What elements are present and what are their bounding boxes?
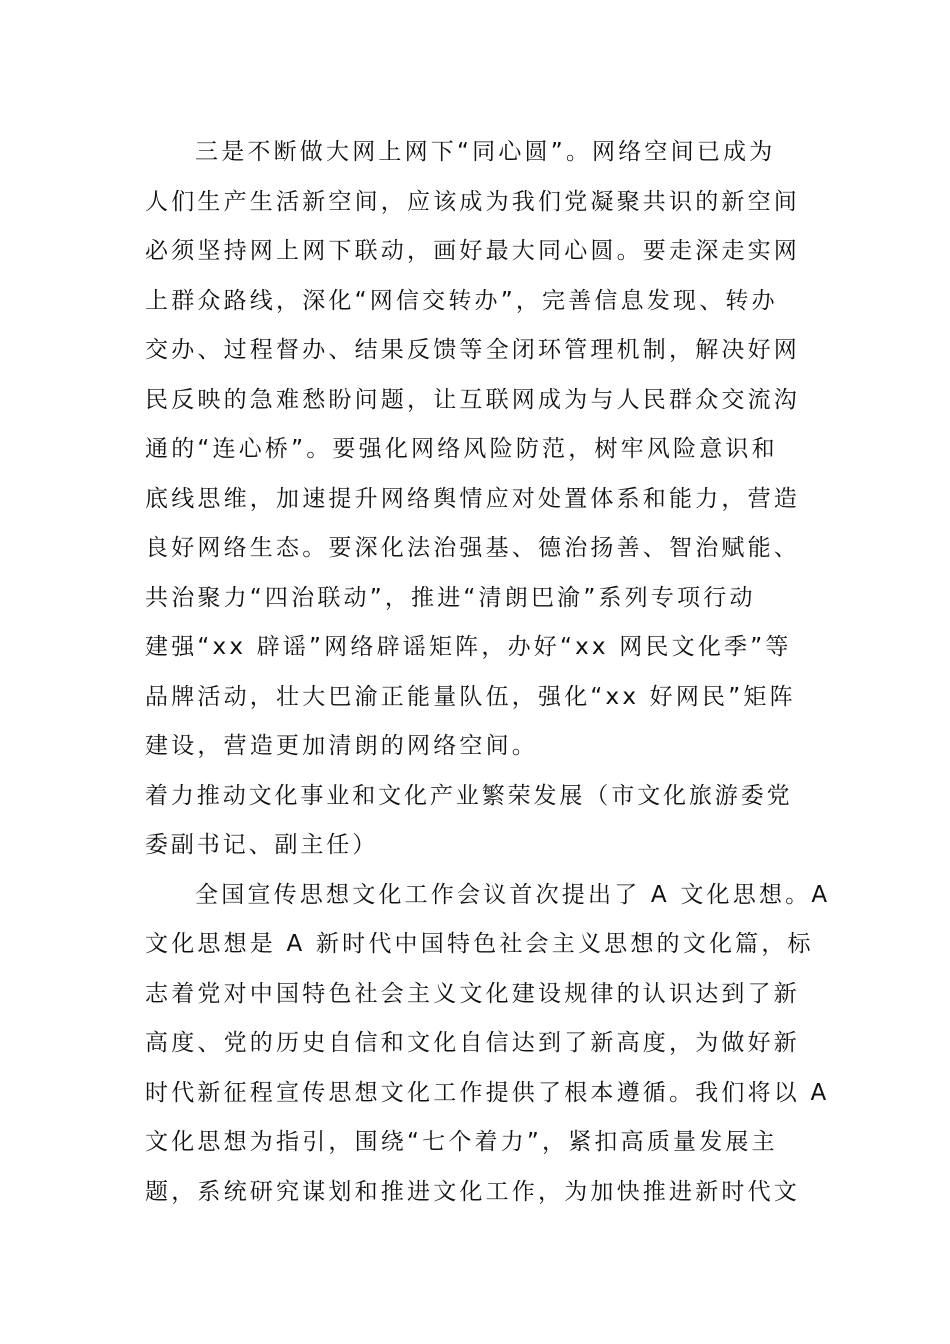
section-heading (145, 772, 807, 871)
heading-line: 委副书记、副主任） (145, 832, 379, 858)
paragraph-line: 良好网络生态。要深化法治强基、德治扬善、智治赋能、 (145, 535, 800, 561)
document-body (145, 128, 831, 1217)
paragraph-network-concentric-circle (145, 128, 807, 772)
paragraph-line: 三是不断做大网上网下“同心圆”。网络空间已成为 (195, 139, 776, 165)
paragraph-culture-thought (145, 871, 831, 1218)
paragraph-line: 建设，营造更加清朗的网络空间。 (145, 733, 538, 759)
paragraph-line: 文化思想为指引，围绕“七个着力”，紧扣高质量发展主 (145, 1129, 778, 1155)
paragraph-line: 必须坚持网上网下联动，画好最大同心圆。要走深走实网 (145, 238, 800, 264)
paragraph-line: 上群众路线，深化“网信交转办”，完善信息发现、转办 (145, 287, 778, 314)
paragraph-line: 交办、过程督办、结果反馈等全闭环管理机制，解决好网 (145, 337, 800, 363)
paragraph-line: 志着党对中国特色社会主义文化建设规律的认识达到了新 (145, 980, 800, 1007)
paragraph-line: 品牌活动，壮大巴渝正能量队伍，强化“xx 好网民”矩阵 (145, 683, 796, 710)
paragraph-line: 时代新征程宣传思想文化工作提供了根本遵循。我们将以 A (145, 1079, 830, 1106)
paragraph-line: 全国宣传思想文化工作会议首次提出了 A 文化思想。A (195, 881, 831, 908)
paragraph-line: 题，系统研究谋划和推进文化工作，为加快推进新时代文 (145, 1178, 800, 1205)
heading-line: 着力推动文化事业和文化产业繁荣发展（市文化旅游委党 (145, 782, 793, 809)
paragraph-line: 建强“xx 辟谣”网络辟谣矩阵，办好“xx 网民文化季”等 (145, 634, 792, 660)
paragraph-line: 底线思维，加速提升网络舆情应对处置体系和能力，营造 (145, 485, 800, 512)
paragraph-line: 共治聚力“四治联动”，推进“清朗巴渝”系列专项行动 (145, 584, 756, 611)
paragraph-line: 人们生产生活新空间，应该成为我们党凝聚共识的新空间 (145, 188, 800, 215)
paragraph-line: 通的“连心桥”。要强化网络风险防范，树牢风险意识和 (145, 436, 778, 462)
paragraph-line: 民反映的急难愁盼问题，让互联网成为与人民群众交流沟 (145, 386, 800, 413)
paragraph-line: 高度、党的历史自信和文化自信达到了新高度，为做好新 (145, 1030, 800, 1056)
paragraph-line: 文化思想是 A 新时代中国特色社会主义思想的文化篇，标 (145, 931, 814, 957)
